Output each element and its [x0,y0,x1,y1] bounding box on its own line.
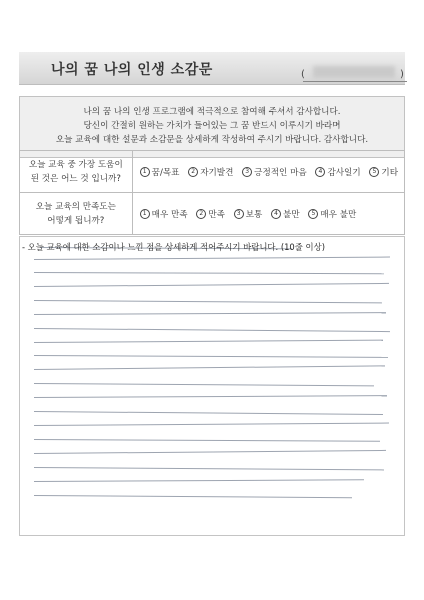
handwriting-stroke [34,340,383,343]
handwriting-stroke [34,495,352,498]
option-number-icon: 5 [308,209,318,219]
option-number-icon: 2 [196,209,206,219]
handwriting-stroke [34,365,385,370]
name-paren-close: ) [400,69,404,80]
name-underline [303,81,407,82]
option-label: 만족 [208,209,225,220]
handwritten-response-area[interactable] [19,236,405,536]
answer-option[interactable] [234,208,263,220]
question-label-line: 어떻게 됩니까? [47,215,105,226]
answer-options [132,151,404,193]
handwriting-stroke [34,328,390,332]
answer-option[interactable] [242,166,307,178]
question-label-line: 오늘 교육 중 가장 도움이 [28,159,123,170]
handwriting-stroke [34,257,390,260]
option-number-icon: 5 [369,167,379,177]
handwriting-stroke [34,355,388,358]
option-label: 매우 만족 [151,209,188,220]
question-row [20,193,405,235]
handwriting-stroke [34,423,389,426]
option-number-icon: 4 [315,167,325,177]
option-label: 보통 [245,209,263,220]
question-label [20,193,133,235]
option-number-icon: 1 [140,167,150,177]
option-label: 자기발견 [200,167,234,178]
option-label: 매우 불만 [320,209,357,220]
handwriting-stroke [34,300,382,303]
answer-options [132,193,404,235]
answer-option[interactable] [140,166,180,178]
answer-option[interactable] [308,208,356,220]
name-paren-open: ( [301,69,305,80]
intro-box [19,96,405,158]
option-label: 긍정적인 마음 [254,167,307,178]
handwriting-stroke [34,479,364,482]
intro-line: 나의 꿈 나의 인생 프로그램에 적극적으로 참여해 주셔서 감사합니다. [83,107,341,117]
handwriting-stroke [34,450,386,454]
page-title: 나의 꿈 나의 인생 소감문 [51,62,213,78]
option-number-icon: 4 [271,209,281,219]
survey-table [19,150,405,235]
handwriting-stroke [34,283,389,287]
open-question-label: - 오늘 교육에 대한 소감이나 느낀 점을 상세하게 적어주시기 바랍니다. (10줄 이상) [22,242,325,252]
handwriting-stroke [34,411,383,415]
answer-option[interactable] [196,208,225,220]
answer-option[interactable] [140,208,188,220]
option-label: 불만 [283,209,300,220]
option-number-icon: 3 [242,167,252,177]
answer-option[interactable] [188,166,233,178]
option-number-icon: 3 [234,209,244,219]
option-number-icon: 2 [188,167,198,177]
option-label: 꿈/목표 [151,167,180,178]
answer-option[interactable] [369,166,398,178]
answer-option[interactable] [315,166,360,178]
handwriting-stroke [34,439,380,442]
handwriting-stroke [34,467,384,470]
question-label-line: 오늘 교육의 만족도는 [35,201,116,212]
option-label: 기타 [381,167,398,178]
option-number-icon: 1 [140,209,150,219]
question-label [20,151,133,193]
answer-option[interactable] [271,208,300,220]
question-row [20,151,405,193]
redacted-name [313,66,395,78]
handwriting-stroke [34,383,374,386]
intro-line: 당신이 간절히 원하는 가치가 들어있는 그 꿈 반드시 이루시기 바라며 [83,121,341,131]
question-label-line: 된 것은 어느 것 입니까? [30,173,121,184]
handwriting-stroke [34,272,384,274]
option-label: 감사일기 [327,167,361,178]
intro-line: 오늘 교육에 대한 설문과 소감문을 상세하게 작성하여 주시기 바랍니다. 감사합니다. [55,135,369,145]
title-bar [19,52,405,85]
handwriting-stroke [34,312,386,315]
handwriting-stroke [34,395,387,398]
